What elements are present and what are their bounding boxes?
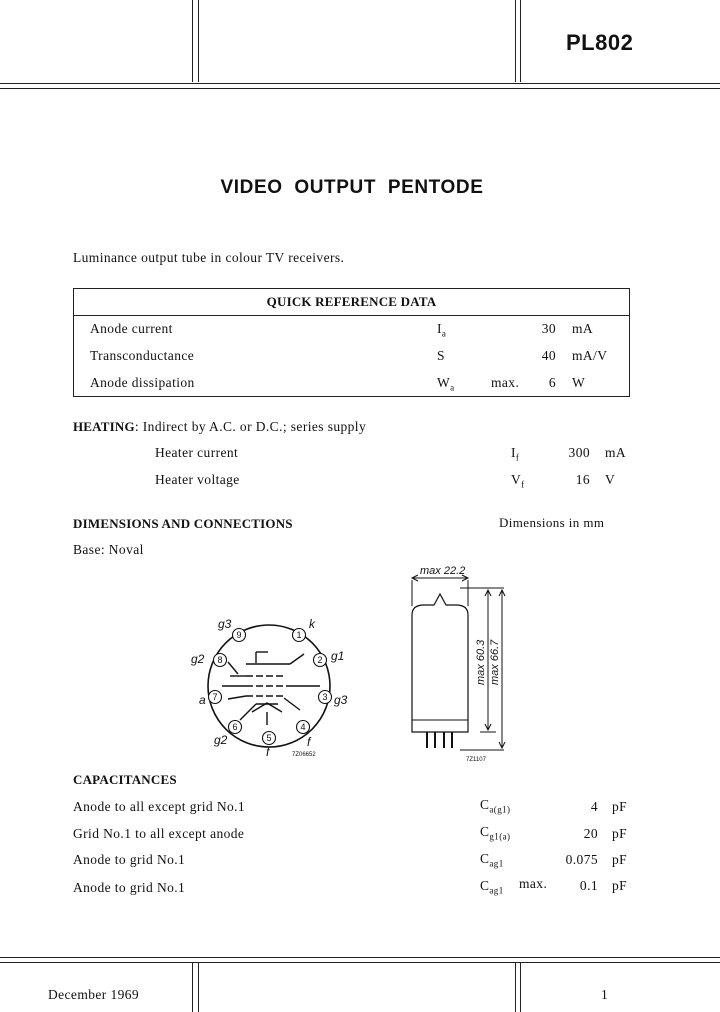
heating-line: [73, 419, 366, 435]
cap-symbol: $C_{a(g1)}$: [480, 797, 511, 815]
cap-value: 0.1: [579, 878, 598, 893]
pin-label-f-right: f: [307, 735, 311, 749]
pin-8-number: 8: [217, 655, 223, 665]
page-number: 1: [601, 987, 609, 1002]
cap-unit: pF: [612, 878, 628, 893]
cap-value: 0.075: [565, 852, 598, 867]
outline-max-width: max 22.2: [420, 565, 466, 577]
heating-symbol: $V_f$: [511, 472, 525, 490]
heating-unit: V: [605, 472, 616, 487]
type-number: PL802: [566, 30, 634, 55]
pin-5-number: 5: [266, 733, 272, 743]
pin-label-k: k: [309, 617, 315, 631]
cap-unit: pF: [612, 826, 628, 841]
pin-label-a: a: [199, 693, 206, 707]
page-title: VIDEO OUTPUT PENTODE: [220, 177, 484, 198]
pin-label-g3-top: g3: [218, 617, 232, 631]
outline-max-overall: max 66.7: [489, 639, 501, 685]
heating-value: 16: [575, 472, 590, 487]
cap-label: Grid No.1 to all except anode: [73, 826, 245, 841]
cap-value: 20: [583, 826, 598, 841]
cap-value: 4: [590, 799, 598, 814]
outline-max-seated: max 60.3: [475, 639, 487, 685]
base-diagram-code: 7Z06652: [292, 752, 316, 758]
heating-label: Heater current: [155, 445, 239, 460]
pin-2-number: 2: [317, 655, 323, 665]
qr-symbol: $I_a$: [437, 321, 447, 339]
footer-date: December 1969: [48, 987, 140, 1002]
dimensions-note: Dimensions in mm: [499, 515, 605, 530]
cap-unit: pF: [612, 799, 628, 814]
qr-symbol: $W_a$: [437, 375, 455, 393]
pin-label-g2-bottom: g2: [214, 733, 228, 747]
pin-label-g2-left: g2: [191, 652, 205, 666]
qr-qualifier: max.: [491, 375, 520, 390]
pin-label-g1: g1: [331, 649, 345, 663]
dimensions-heading: DIMENSIONS AND CONNECTIONS: [73, 516, 293, 531]
heating-symbol: $I_f$: [511, 445, 520, 463]
heating-label: Heater voltage: [155, 472, 240, 487]
cap-label: Anode to all except grid No.1: [73, 799, 246, 814]
heating-unit: mA: [605, 445, 627, 460]
capacitances-heading: CAPACITANCES: [73, 772, 177, 787]
pin-3-number: 3: [322, 692, 328, 702]
cap-symbol: $C_{g1(a)}$: [480, 824, 511, 842]
heating-description: : Indirect by A.C. or D.C.; series supply: [134, 419, 367, 434]
pin-label-f-bottom: f: [266, 745, 270, 759]
heating-heading: HEATING: [73, 419, 135, 434]
cap-label: Anode to grid No.1: [73, 880, 186, 895]
intro-text: Luminance output tube in colour TV receivers.: [73, 250, 345, 265]
pin-label-g3-right: g3: [334, 693, 348, 707]
qr-unit: W: [572, 375, 586, 390]
outline-drawing: [400, 560, 510, 770]
cap-unit: pF: [612, 852, 628, 867]
cap-symbol: $C_{ag1}$: [480, 878, 504, 896]
quick-reference-heading: QUICK REFERENCE DATA: [266, 294, 437, 309]
qr-value: 30: [541, 321, 556, 336]
qr-unit: mA/V: [572, 348, 608, 363]
qr-label: Transconductance: [90, 348, 195, 363]
qr-unit: mA: [572, 321, 594, 336]
qr-label: Anode dissipation: [90, 375, 195, 390]
heating-value: 300: [568, 445, 590, 460]
pin-4-number: 4: [300, 722, 306, 732]
qr-value: 6: [548, 375, 556, 390]
pin-9-number: 9: [236, 630, 242, 640]
cap-label: Anode to grid No.1: [73, 852, 186, 867]
pin-7-number: 7: [212, 692, 218, 702]
base-label: Base: Noval: [73, 542, 144, 557]
qr-value: 40: [541, 348, 556, 363]
cap-symbol: $C_{ag1}$: [480, 851, 504, 869]
pin-6-number: 6: [232, 722, 238, 732]
cap-qualifier: max.: [519, 876, 548, 891]
qr-symbol: S: [437, 348, 445, 363]
pin-1-number: 1: [296, 630, 302, 640]
base-diagram: [180, 600, 360, 770]
qr-label: Anode current: [90, 321, 173, 336]
outline-code: 7Z1107: [466, 757, 486, 763]
